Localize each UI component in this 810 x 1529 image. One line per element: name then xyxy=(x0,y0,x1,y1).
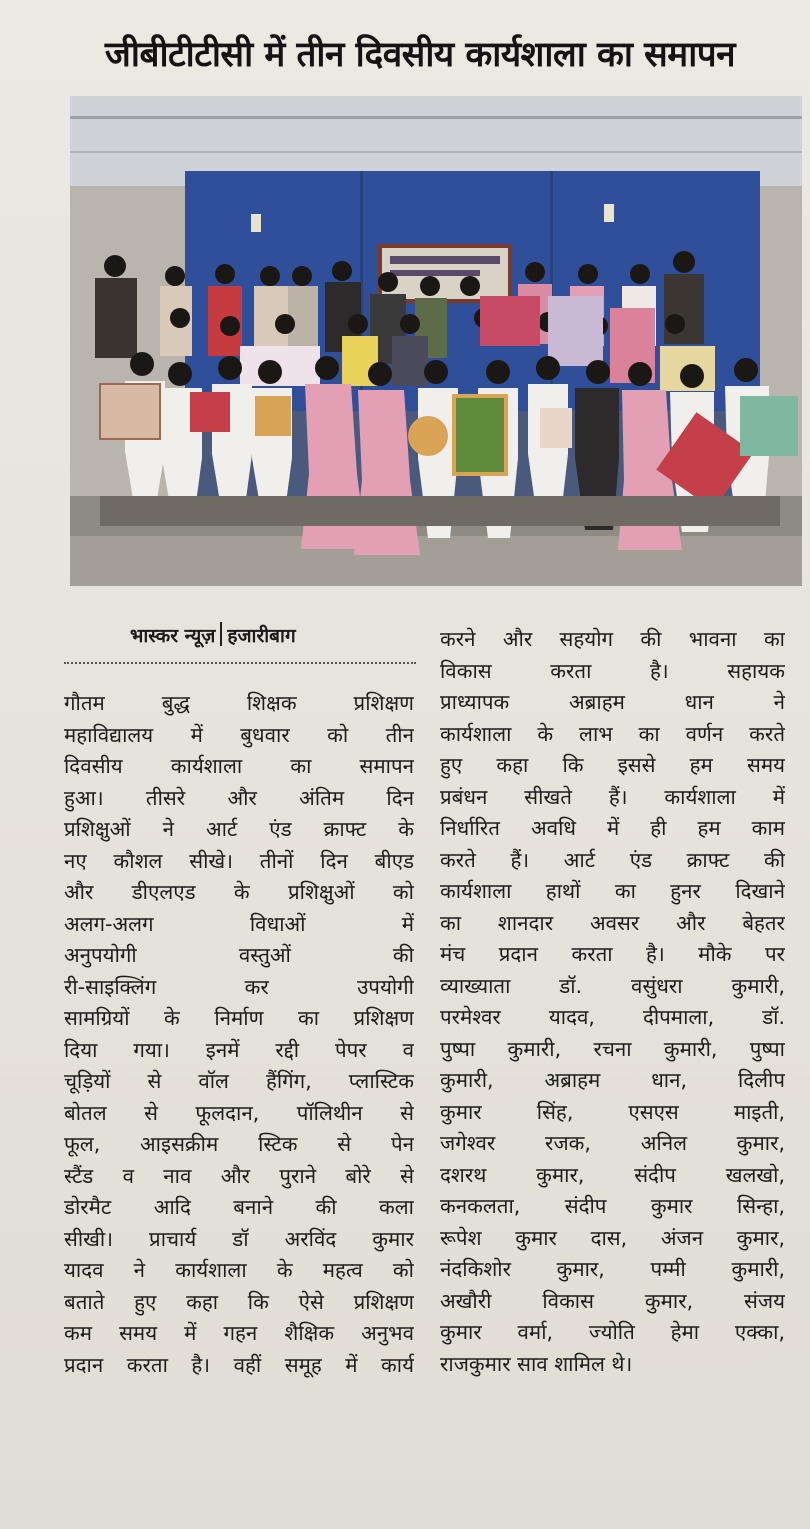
text-line: दिया गया। इनमें रद्दी पेपर व xyxy=(64,1037,414,1062)
text-line: करने और सहयोग की भावना का xyxy=(440,627,785,651)
text-line: गौतम बुद्ध शिक्षक प्रशिक्षण xyxy=(64,691,414,715)
byline-place: हजारीबाग xyxy=(227,625,296,647)
text-line: प्राध्यापक अब्राहम धान ने xyxy=(440,690,785,714)
text-line: सीखी। प्राचार्य डॉ अरविंद कुमार xyxy=(64,1226,414,1251)
text-line: और डीएलएड के प्रशिक्षुओं को xyxy=(64,880,414,904)
text-line: दशरथ कुमार, संदीप खलखो, xyxy=(440,1162,785,1187)
text-line: नंदकिशोर कुमार, पम्मी कुमारी, xyxy=(440,1257,785,1281)
text-line: बताते हुए कहा कि ऐसे प्रशिक्षण xyxy=(64,1289,414,1314)
text-line: कार्यशाला हाथों का हुनर दिखाने xyxy=(440,879,785,903)
text-line: कार्यशाला के लाभ का वर्णन करते xyxy=(440,721,785,746)
text-line: विकास करता है। सहायक xyxy=(440,658,785,683)
text-line: हुआ। तीसरे और अंतिम दिन xyxy=(64,785,414,810)
byline xyxy=(130,622,410,652)
text-line: हुए कहा कि इससे हम समय xyxy=(440,753,785,777)
text-line: अलग-अलग विधाओं में xyxy=(64,911,414,936)
text-line: कुमार वर्मा, ज्योति हेमा एक्का, xyxy=(440,1320,785,1344)
text-line: यादव ने कार्यशाला के महत्व को xyxy=(64,1258,414,1282)
text-line: अनुपयोगी वस्तुओं की xyxy=(64,943,414,967)
text-line: फूल, आइसक्रीम स्टिक से पेन xyxy=(64,1132,414,1156)
text-line: रूपेश कुमार दास, अंजन कुमार, xyxy=(440,1225,785,1250)
text-line: करते हैं। आर्ट एंड क्राफ्ट की xyxy=(440,847,785,872)
text-line: जगेश्वर रजक, अनिल कुमार, xyxy=(440,1131,785,1155)
text-line: डोरमैट आदि बनाने की कला xyxy=(64,1195,414,1219)
byline-divider xyxy=(220,622,222,646)
text-line: चूड़ियों से वॉल हैंगिंग, प्लास्टिक xyxy=(64,1069,414,1093)
article-column-left xyxy=(64,688,414,1381)
text-line: अखौरी विकास कुमार, संजय xyxy=(440,1288,785,1313)
article-headline: जीबीटीटीसी में तीन दिवसीय कार्यशाला का समापन xyxy=(104,35,736,75)
group-photo xyxy=(70,96,802,586)
text-line: दिवसीय कार्यशाला का समापन xyxy=(64,754,414,778)
text-line: कम समय में गहन शैक्षिक अनुभव xyxy=(64,1321,414,1345)
text-line: प्रबंधन सीखते हैं। कार्यशाला में xyxy=(440,784,785,809)
text-line: परमेश्वर यादव, दीपमाला, डॉ. xyxy=(440,1005,785,1029)
text-line: मंच प्रदान करता है। मौके पर xyxy=(440,942,785,966)
text-line: स्टैंड व नाव और पुराने बोरे से xyxy=(64,1163,414,1188)
text-line: पुष्पा कुमारी, रचना कुमारी, पुष्पा xyxy=(440,1036,785,1061)
text-line: री-साइक्लिंग कर उपयोगी xyxy=(64,974,414,999)
text-line: सामग्रियों के निर्माण का प्रशिक्षण xyxy=(64,1006,414,1030)
text-line: प्रदान करता है। वहीं समूह में कार्य xyxy=(64,1352,414,1377)
byline-source: भास्कर न्यूज़ xyxy=(130,625,216,647)
text-line: निर्धारित अवधि में ही हम काम xyxy=(440,816,785,840)
group-photo-image xyxy=(70,96,802,586)
text-line: कुमार सिंह, एसएस माइती, xyxy=(440,1099,785,1124)
text-line: का शानदार अवसर और बेहतर xyxy=(440,910,785,935)
text-line: नए कौशल सीखे। तीनों दिन बीएड xyxy=(64,848,414,873)
text-line: बोतल से फूलदान, पॉलिथीन से xyxy=(64,1100,414,1125)
article-column-right xyxy=(440,624,785,1380)
text-line: कनकलता, संदीप कुमार सिन्हा, xyxy=(440,1194,785,1218)
text-line: व्याख्याता डॉ. वसुंधरा कुमारी, xyxy=(440,973,785,998)
text-line: राजकुमार साव शामिल थे। xyxy=(440,1351,633,1376)
text-line: प्रशिक्षुओं ने आर्ट एंड क्राफ्ट के xyxy=(64,817,414,841)
byline-rule xyxy=(64,662,416,664)
text-line: कुमारी, अब्राहम धान, दिलीप xyxy=(440,1068,785,1092)
text-line: महाविद्यालय में बुधवार को तीन xyxy=(64,722,414,747)
